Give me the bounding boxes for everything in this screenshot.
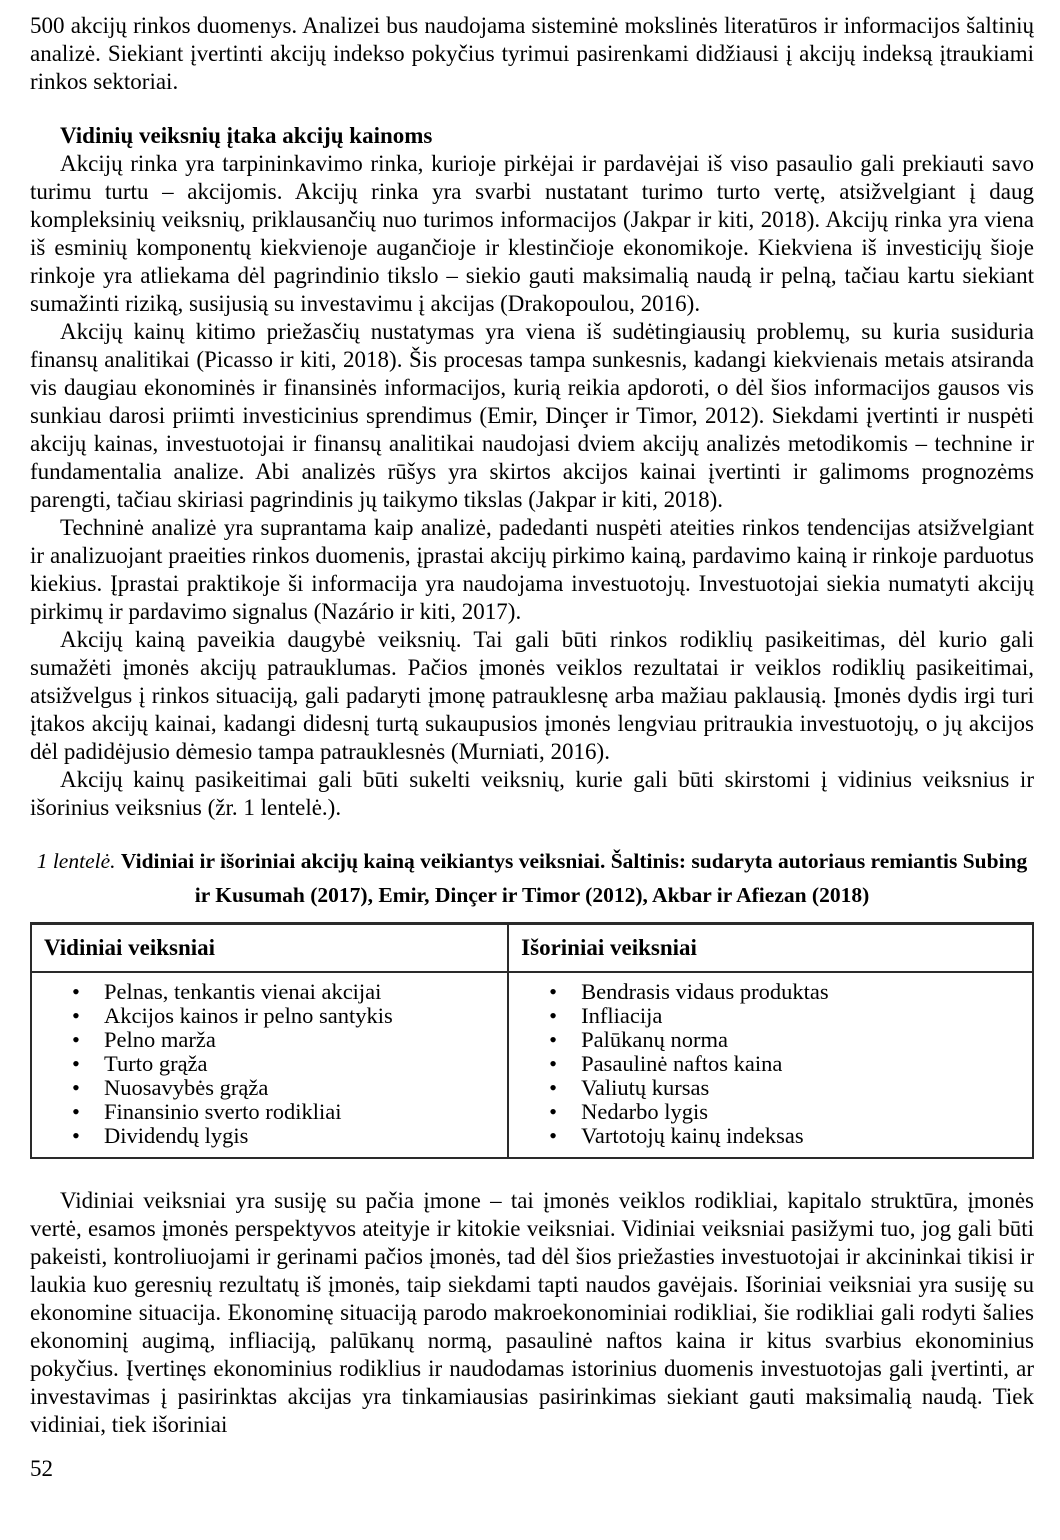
table-caption — [30, 844, 1034, 912]
external-factors-header: Išoriniai veiksniai — [508, 924, 1033, 973]
table-bullet-item: • Infliacija — [549, 1004, 1032, 1028]
external-factors-cell — [508, 972, 1033, 1158]
table-bullet-item: • Nedarbo lygis — [549, 1100, 1032, 1124]
table-bullet-item: • Turto grąža — [72, 1052, 507, 1076]
body-paragraph: Akcijų kainą paveikia daugybė veiksnių. Tai gali būti rinkos rodiklių pasikeitimas, dėl kurio gali sumažėti įmonės akcijų patrauklumas. Pačios įmonės veiklos rezultatai ir veiklos rodiklių pasikeitimai, atsižvelgus į rinkos situaciją, gali padaryti įmonę patrauklesnę arba mažiau paklausią. Įmonės dydis irgi turi įtakos akcijų kainai, kadangi didesnį turtą sukaupusios įmonės lengviau pritraukia investuotojų, o jų akcijos dėl padidėjusio dėmesio tampa patrauklesnės (Murniati, 2016). — [30, 627, 1034, 764]
section-heading: Vidinių veiksnių įtaka akcijų kainoms — [60, 123, 433, 148]
table-bullet-item: • Akcijos kainos ir pelno santykis — [72, 1004, 507, 1028]
table-bullet-item: • Pelnas, tenkantis vienai akcijai — [72, 980, 507, 1004]
page-number: 52 — [30, 1456, 53, 1481]
table-bullet-item: • Nuosavybės grąža — [72, 1076, 507, 1100]
table-bullet-item: • Pelno marža — [72, 1028, 507, 1052]
factors-table-header-row — [31, 924, 1033, 973]
body-paragraph: Akcijų kainų kitimo priežasčių nustatymas yra viena iš sudėtingiausių problemų, su kuria susiduria finansų analitikai (Picasso ir kiti, 2018). Šis procesas tampa sunkesnis, kadangi kiekvienais metais atsiranda vis daugiau ekonominės ir finansinės informacijos, kurią reikia apdoroti, o dėl šios informacijos gausos vis sunkiau darosi priimti investicinius sprendimus (Emir, Dinçer ir Timor, 2012). Siekdami įvertinti ir nuspėti akcijų kainas, investuotojai ir finansų analitikai naudojasi dviem akcijų analizės metodikomis – technine ir fundamentalia analize. Abi analizės rūšys yra skirtos akcijos kainai įvertinti ir galimoms prognozėms parengti, tačiau skiriasi pagrindinis jų taikymo tikslas (Jakpar ir kiti, 2018). — [30, 319, 1034, 512]
table-caption-label: 1 lentelė. — [36, 849, 116, 873]
table-bullet-item: • Bendrasis vidaus produktas — [549, 980, 1032, 1004]
body-paragraph: Akcijų rinka yra tarpininkavimo rinka, kurioje pirkėjai ir pardavėjai iš viso pasaulio gali prekiauti savo turimu turtu – akcijomis. Akcijų rinka yra svarbi nustatant turimo turto vertę, atsižvelgiant į daug kompleksinių veiksnių, priklausančių nuo turimos informacijos (Jakpar ir kiti, 2018). Akcijų rinka yra viena iš esminių komponentų kiekvienoje augančioje ir klestinčioje ekonomikoje. Kiekviena iš investicijų šioje rinkoje yra atliekama dėl pagrindinio tikslo – siekio gauti maksimalią naudą ir pelną, tačiau kartu siekiant sumažinti riziką, susijusią su investavimu į akcijas (Drakopoulou, 2016). — [30, 151, 1034, 316]
table-bullet-item: • Finansinio sverto rodikliai — [72, 1100, 507, 1124]
body-paragraph: Akcijų kainų pasikeitimai gali būti sukelti veiksnių, kurie gali būti skirstomi į vidinius veiksnius ir išorinius veiksnius (žr. 1 lentelė.). — [30, 767, 1034, 820]
table-caption-text: Vidiniai ir išoriniai akcijų kainą veikiantys veiksniai. Šaltinis: sudaryta autoriaus remiantis Subing ir Kusumah (2017), Emir, Dinçer ir Timor (2012), Akbar ir Afiezan (2018) — [120, 849, 1028, 907]
external-factors-list — [509, 980, 1032, 1148]
table-bullet-item: • Pasaulinė naftos kaina — [549, 1052, 1032, 1076]
table-bullet-item: • Dividendų lygis — [72, 1124, 507, 1148]
factors-table — [30, 922, 1034, 1159]
internal-factors-cell — [31, 972, 508, 1158]
internal-factors-header: Vidiniai veiksniai — [31, 924, 508, 973]
table-bullet-item: • Palūkanų norma — [549, 1028, 1032, 1052]
table-bullet-item: • Valiutų kursas — [549, 1076, 1032, 1100]
closing-paragraph: Vidiniai veiksniai yra susiję su pačia įmone – tai įmonės veiklos rodikliai, kapitalo struktūra, įmonės vertė, esamos įmonės perspektyvos ateityje ir kitokie veiksniai. Vidiniai veiksniai pasižymi tuo, jog gali būti pakeisti, kontroliuojami ir gerinami pačios įmonės, tad dėl šios priežasties investuotojai ir akcininkai tikisi ir laukia kuo geresnių rezultatų iš įmonės, taip siekdami tapti naudos gavėjais. Išoriniai veiksniai yra susiję su ekonomine situacija. Ekonominę situaciją parodo makroekonominiai rodikliai, šie rodikliai gali rodyti šalies ekonominį augimą, infliaciją, palūkanų normą, pasaulinė naftos kaina ir kitus svarbius ekonominius pokyčius. Įvertinęs ekonominius rodiklius ir naudodamas istorinius duomenis investuotojas gali įvertinti, ar investavimas į pasirinktas akcijas yra tinkamiausias pasirinkimas siekiant gauti maksimalią naudą. Tiek vidiniai, tiek išoriniai — [30, 1188, 1034, 1437]
internal-factors-list — [32, 980, 507, 1148]
body-paragraph: Techninė analizė yra suprantama kaip analizė, padedanti nuspėti ateities rinkos tendencijas atsižvelgiant ir analizuojant praeities rinkos duomenis, įprastai akcijų pirkimo kainą, pardavimo kainą ir rinkoje parduotus kiekius. Įprastai praktikoje ši informacija yra naudojama investuotojų. Investuotojai siekia numatyti akcijų pirkimų ir pardavimo signalus (Nazário ir kiti, 2017). — [30, 515, 1034, 624]
intro-paragraph: 500 akcijų rinkos duomenys. Analizei bus naudojama sisteminė mokslinės literatūros ir informacijos šaltinių analizė. Siekiant įvertinti akcijų indekso pokyčius tyrimui pasirenkami didžiausi į akcijų indeksą įtraukiami rinkos sektoriai. — [30, 13, 1034, 94]
table-bullet-item: • Vartotojų kainų indeksas — [549, 1124, 1032, 1148]
factors-table-body-row — [31, 972, 1033, 1158]
